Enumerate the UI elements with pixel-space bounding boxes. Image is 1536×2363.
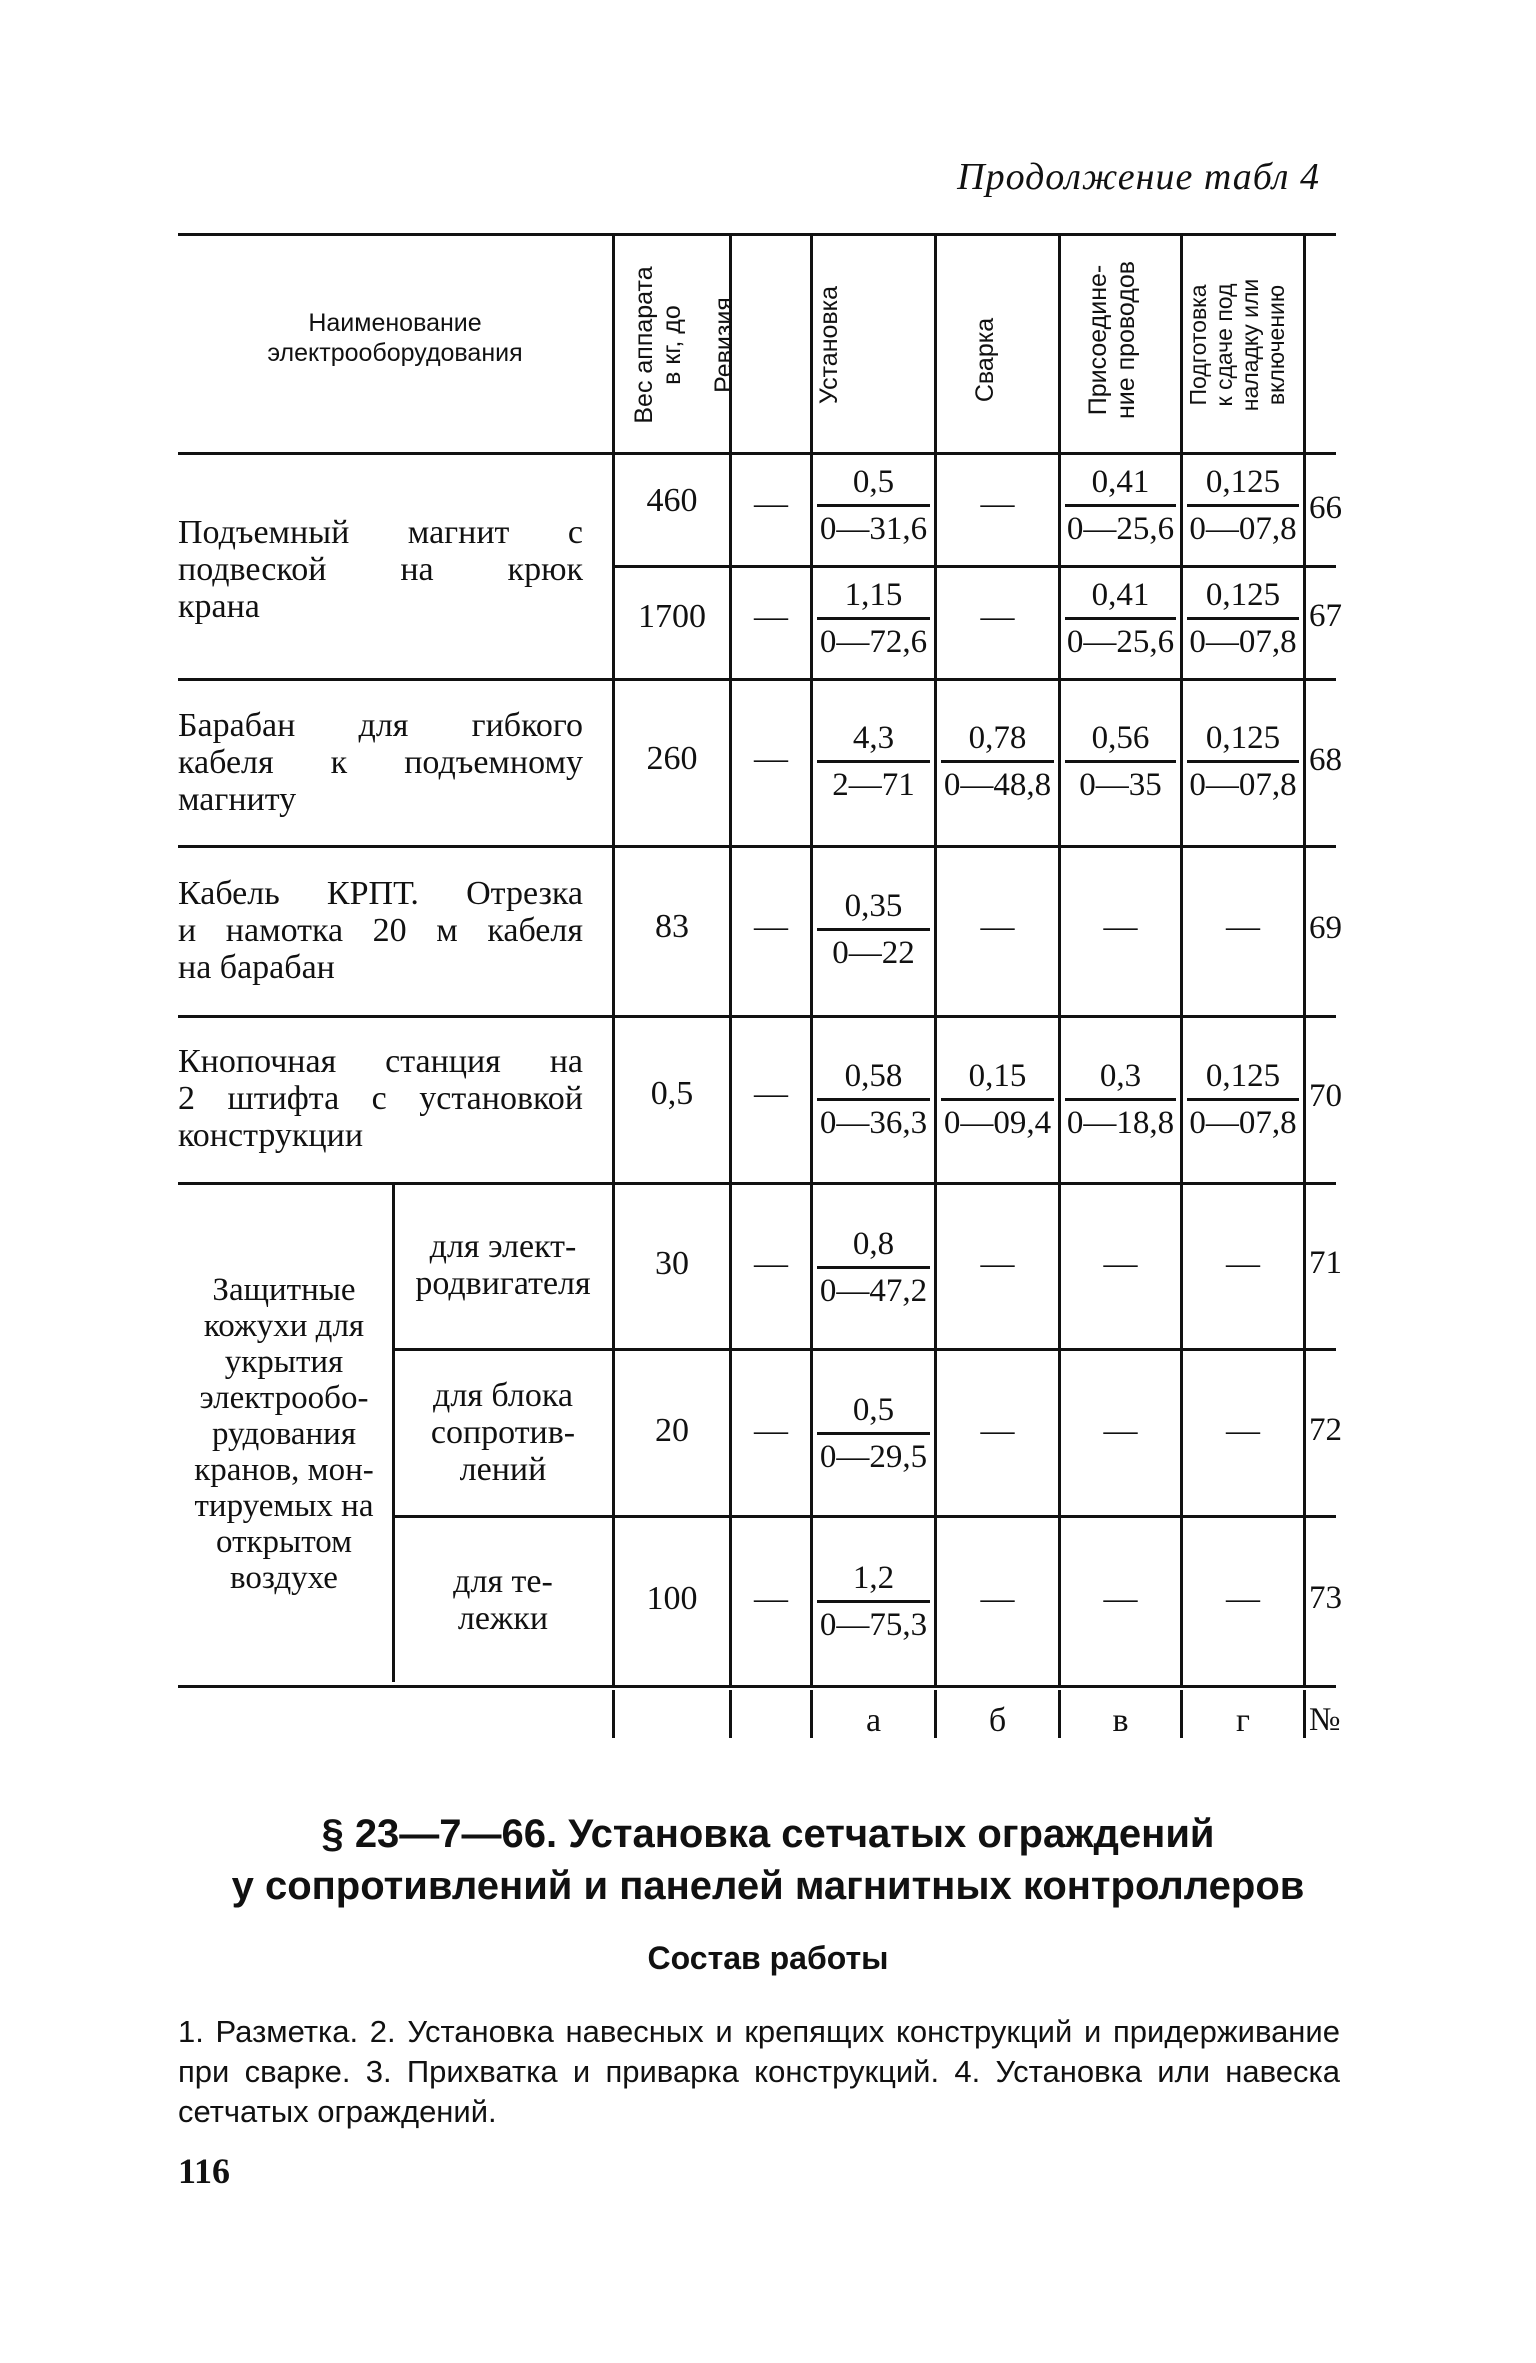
subitem-trolley: для те- лежки [453,1563,553,1637]
cell-weight: 83 [655,908,689,945]
row-divider [392,1348,1336,1351]
cell-connect: 0,41 0—25,6 [1066,577,1175,660]
cell-connect: — [1103,908,1138,945]
cell-connect: — [1103,1580,1138,1617]
cell-install: 1,15 0—72,6 [813,575,934,662]
cell-revision: — [754,1245,788,1282]
row-divider [392,1515,1336,1518]
cell-prepare: — [1226,1580,1260,1617]
subitem-motor: для элект- родвигателя [415,1228,591,1302]
cell-connect: 0,3 0—18,8 [1066,1058,1175,1141]
cell-prepare: 0,125 0—07,8 [1183,1056,1303,1143]
row-number: 73 [1309,1580,1342,1616]
page-number: 116 [178,2151,231,2191]
row-number: 72 [1309,1412,1342,1448]
cell-connect: 0,41 0—25,6 [1066,464,1175,547]
header-connect: Присоедине- ние проводов [1084,260,1140,420]
column-divider [1303,233,1306,1685]
section-subtitle: Состав работы [647,1940,889,1976]
cell-install: 0,35 0—22 [813,886,934,973]
header-revision: Ревизия [710,297,738,393]
cell-revision: — [754,1075,788,1112]
row-number: 70 [1309,1078,1342,1114]
item-name-magnet: Подъемный магнит с подвеской на крюк крана [178,514,583,625]
item-name-cable: Кабель КРПТ. Отрезка и намотка 20 м кабеля на барабан [178,875,583,986]
section-title: § 23—7—66. Установка сетчатых ограждений у сопротивлений и панелей магнитных контроллеров [231,1812,1305,1908]
cell-revision: — [754,1580,788,1617]
footer-col-g: г [1236,1702,1250,1739]
row-divider [178,1182,1336,1185]
cell-prepare: — [1226,1412,1260,1449]
column-divider [934,233,937,1685]
row-number: 67 [1309,598,1342,634]
footer-col-b: б [988,1702,1007,1739]
cell-revision: — [754,1412,788,1449]
column-divider [1180,233,1183,1685]
table-continuation-label: Продолжение табл 4 [957,156,1320,198]
row-divider [178,845,1336,848]
row-number: 68 [1309,742,1342,778]
column-divider [612,233,615,1685]
section-body: 1. Разметка. 2. Установка навесных и крепящих конструкций и придерживание при сварке. 3. Прихватка и приварка конструкций. 4. Установка или навеска сетчатых ограждений. [178,2014,1340,2129]
cell-welding: — [980,1245,1015,1282]
cell-welding: — [980,1580,1015,1617]
row-number: 66 [1309,490,1342,526]
subitem-divider [392,1182,395,1682]
table-bottom-rule [178,1685,1336,1688]
cell-revision: — [754,908,788,945]
header-name: Наименование электрооборудования [267,309,523,367]
cell-install: 1,2 0—75,3 [813,1558,934,1645]
cell-welding: 0,15 0—09,4 [937,1056,1058,1143]
cell-connect: — [1103,1412,1138,1449]
cell-connect: 0,56 0—35 [1061,718,1180,805]
item-name-drum: Барабан для гибкого кабеля к подъемному магниту [178,707,583,818]
footer-tick [612,1690,615,1738]
cell-weight: 1700 [638,598,706,635]
cell-revision: — [754,485,788,522]
header-install: Установка [815,285,843,405]
item-name-covers: Защитные кожухи для укрытия электрообо- рудования кранов, мон- тируемых на открытом воздухе [194,1272,374,1596]
row-divider [178,678,1336,681]
footer-col-a: а [865,1702,882,1739]
footer-col-v: в [1112,1702,1129,1739]
cell-weight: 260 [646,740,698,777]
item-name-button-station: Кнопочная станция на 2 штифта с установкой конструкции [178,1043,583,1154]
row-divider [178,1015,1336,1018]
row-number: 71 [1309,1245,1342,1281]
header-prepare: Подготовка к сдаче под наладку или включению [1185,278,1289,412]
column-divider [729,233,732,1685]
cell-install: 4,3 2—71 [813,718,934,805]
cell-revision: — [754,740,788,777]
header-weight: Вес аппарата в кг, до [630,266,686,424]
cell-weight: 30 [655,1245,689,1282]
column-divider [1058,233,1061,1685]
subitem-resistor-block: для блока сопротив- лений [430,1377,576,1488]
header-bottom-rule [178,452,1336,455]
cell-install: 0,58 0—36,3 [813,1056,934,1143]
cell-connect: — [1103,1245,1138,1282]
cell-weight: 100 [646,1580,698,1617]
cell-weight: 460 [646,482,698,519]
cell-welding: — [980,598,1015,635]
cell-install: 0,5 0—31,6 [813,462,934,549]
cell-prepare: 0,125 0—07,8 [1183,575,1303,662]
footer-tick [729,1690,732,1738]
cell-revision: — [754,598,788,635]
cell-install: 0,5 0—29,5 [813,1390,934,1477]
cell-welding: 0,78 0—48,8 [937,718,1058,805]
table-top-rule [178,233,1336,236]
footer-col-number: № [1309,1702,1341,1738]
footer-tick [1303,1690,1306,1738]
cell-install: 0,8 0—47,2 [813,1224,934,1311]
cell-welding: — [980,485,1015,522]
cell-prepare: 0,125 0—07,8 [1183,718,1303,805]
row-number: 69 [1309,910,1342,946]
cell-prepare: — [1226,1245,1260,1282]
cell-welding: — [980,908,1015,945]
cell-weight: 0,5 [650,1075,694,1112]
cell-weight: 20 [655,1412,689,1449]
cell-welding: — [980,1412,1015,1449]
row-divider [612,565,1336,568]
header-welding: Сварка [971,317,999,403]
cell-prepare: 0,125 0—07,8 [1183,462,1303,549]
cell-prepare: — [1226,908,1260,945]
